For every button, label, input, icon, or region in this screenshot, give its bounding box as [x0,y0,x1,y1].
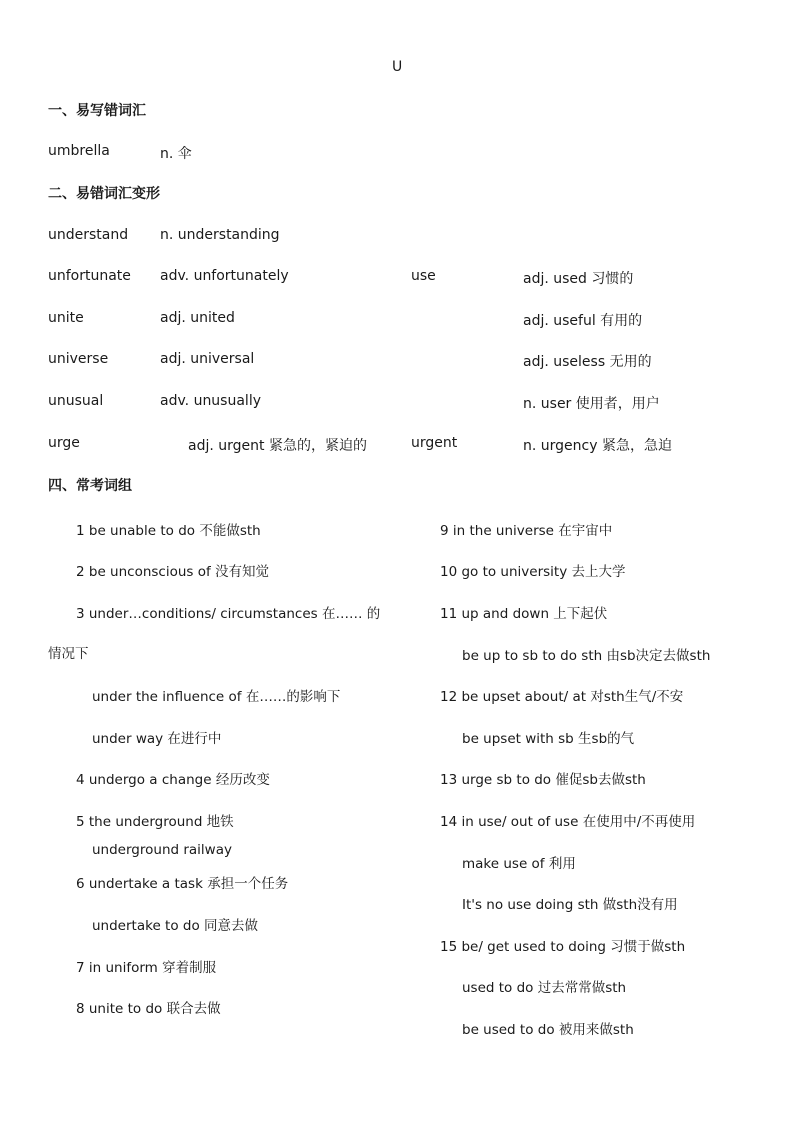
phrase-item: 2 be unconscious of 没有知觉 [76,564,270,580]
form-variant: adj. used 习惯的 [523,271,634,287]
phrase-item: 8 unite to do 联合去做 [76,1001,221,1017]
phrase-subitem: under way 在进行中 [92,731,222,747]
form-variant: n. user 使用者，用户 [523,396,660,412]
phrase-item: 6 undertake a task 承担一个任务 [76,876,289,892]
phrase-item: 7 in uniform 穿着制服 [76,960,217,976]
phrase-item: 13 urge sb to do 催促sb去做sth [440,772,646,788]
phrase-item: 11 up and down 上下起伏 [440,606,608,622]
form-word: urge [48,435,80,451]
phrase-subitem: It's no use doing sth 做sth没有用 [462,897,678,913]
form-variant: adj. universal [160,351,255,367]
phrase-item: 12 be upset about/ at 对sth生气/不安 [440,689,684,705]
form-variant: adj. united [160,310,235,326]
phrase-subitem: make use of 利用 [462,856,576,872]
phrase-item: 5 the underground 地铁 [76,814,234,830]
phrase-item: 9 in the universe 在宇宙中 [440,523,613,539]
phrase-subitem: underground railway [92,842,232,858]
form-variant: n. understanding [160,227,280,243]
phrase-subitem: be used to do 被用来做sth [462,1022,634,1038]
phrase-subitem: be upset with sb 生sb的气 [462,731,635,747]
form-variant: adj. useless 无用的 [523,354,652,370]
section-heading-phrases: 四、常考词组 [48,478,132,494]
form-word-use: use [411,268,436,284]
form-variant: adv. unusually [160,393,261,409]
phrase-subitem: under the influence of 在……的影响下 [92,689,341,705]
phrase-subitem: be up to sb to do sth 由sb决定去做sth [462,648,711,664]
section-heading-misspelled: 一、易写错词汇 [48,103,146,119]
form-word: unfortunate [48,268,131,284]
form-word: universe [48,351,109,367]
form-variant: adj. urgent 紧急的，紧迫的 [188,438,367,454]
phrase-item: 14 in use/ out of use 在使用中/不再使用 [440,814,696,830]
phrase-subitem: used to do 过去常常做sth [462,980,627,996]
form-word: unusual [48,393,104,409]
phrase-item: 1 be unable to do 不能做sth [76,523,261,539]
form-word: understand [48,227,129,243]
vocab-word: umbrella [48,143,110,159]
form-word: unite [48,310,84,326]
section-heading-word-forms: 二、易错词汇变形 [48,186,160,202]
phrase-item: 15 be/ get used to doing 习惯于做sth [440,939,686,955]
phrase-item: 10 go to university 去上大学 [440,564,626,580]
form-variant: adv. unfortunately [160,268,289,284]
phrase-subitem: undertake to do 同意去做 [92,918,259,934]
phrase-item-continued: 情况下 [48,646,89,662]
phrase-item: 3 under…conditions/ circumstances 在…… 的 [76,606,381,622]
form-variant: adj. useful 有用的 [523,313,643,329]
page-title: U [392,59,403,75]
vocab-definition: n. 伞 [160,146,192,162]
phrase-item: 4 undergo a change 经历改变 [76,772,270,788]
form-word-urgent: urgent [411,435,458,451]
form-variant: n. urgency 紧急，急迫 [523,438,672,454]
